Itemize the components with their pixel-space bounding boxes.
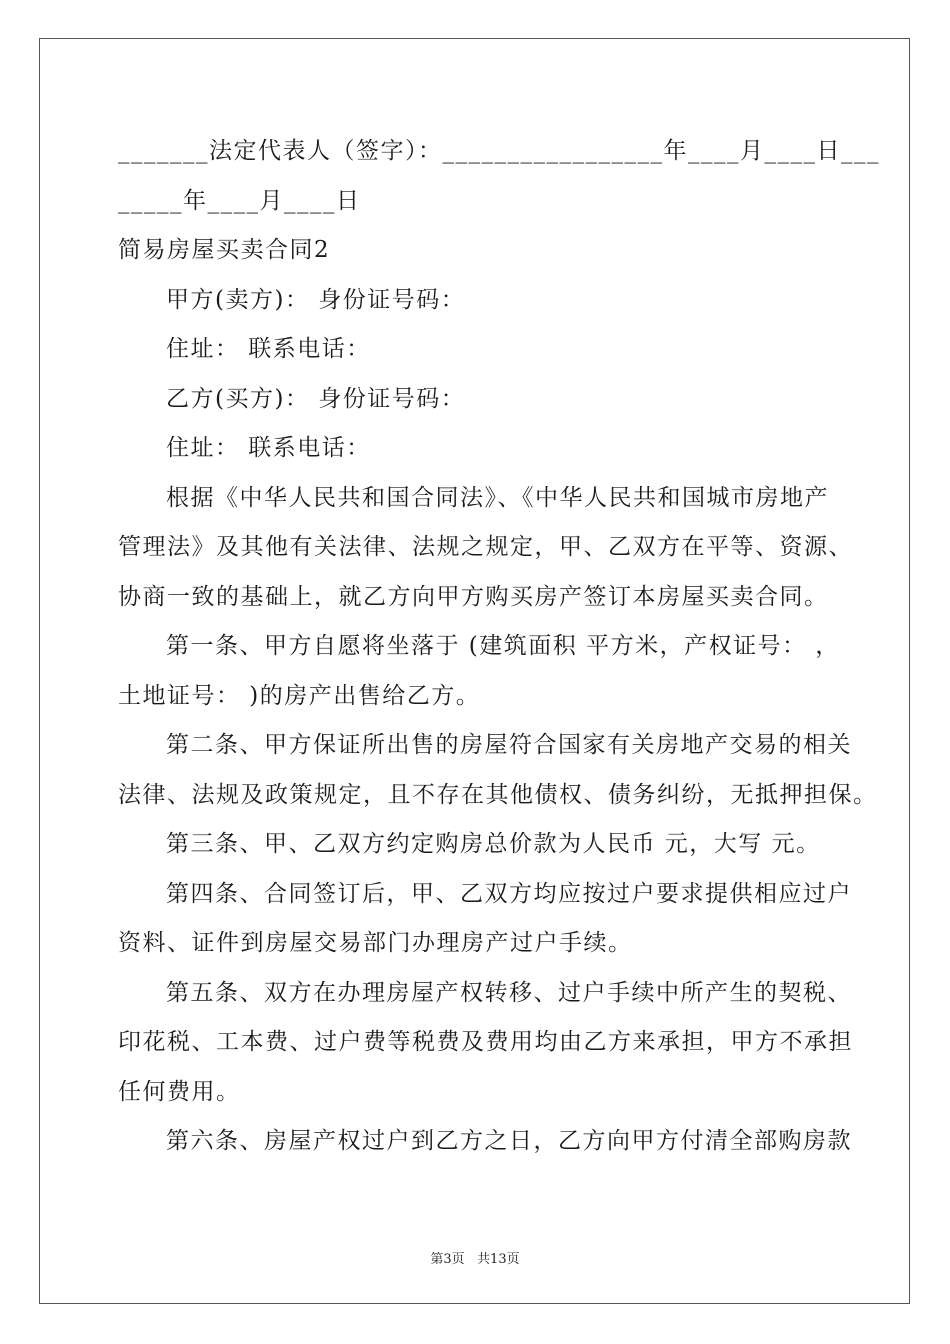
document-body [118, 127, 880, 1167]
article-5-line: 印花税、工本费、过户费等税费及费用均由乙方来承担，甲方不承担 [118, 1029, 853, 1055]
article-1-line: 第一条、甲方自愿将坐落于 (建筑面积 平方米，产权证号： ， [166, 633, 840, 659]
article-2-line: 法律、法规及政策规定，且不存在其他债权、债务纠纷，无抵押担保。 [118, 781, 878, 808]
date-line: _____年____月____日 [118, 187, 361, 214]
article-5-line: 第五条、双方在办理房屋产权转移、过户手续中所产生的契税、 [166, 979, 852, 1006]
preamble-line: 协商一致的基础上，就乙方向甲方购买房产签订本房屋买卖合同。 [118, 583, 829, 610]
article-1-line: 土地证号： )的房产出售给乙方。 [118, 682, 481, 709]
article-5-line: 任何费用。 [118, 1078, 241, 1105]
party-b-line: 乙方(买方)： 身份证号码： [166, 385, 466, 412]
article-6-line: 第六条、房屋产权过户到乙方之日，乙方向甲方付清全部购房款 [166, 1128, 852, 1154]
article-4-line: 资料、证件到房屋交易部门办理房产过户手续。 [118, 930, 633, 956]
preamble-line: 根据《中华人民共和国合同法》、《中华人民共和国城市房地产 [166, 484, 829, 511]
preamble-line: 管理法》及其他有关法律、法规之规定，甲、乙双方在平等、资源、 [118, 534, 853, 560]
page-footer [0, 1248, 950, 1267]
article-3-line: 第三条、甲、乙双方约定购房总价款为人民币 元，大写 元。 [166, 831, 821, 857]
contract-title: 简易房屋买卖合同2 [118, 237, 331, 263]
signature-line: _______法定代表人（签字）：_________________年____月____日___ [118, 138, 880, 164]
party-b-address-line: 住址： 联系电话： [166, 435, 371, 461]
party-a-address-line: 住址： 联系电话： [166, 336, 371, 362]
article-4-line: 第四条、合同签订后，甲、乙双方均应按过户要求提供相应过户 [166, 880, 852, 907]
article-2-line: 第二条、甲方保证所出售的房屋符合国家有关房地产交易的相关 [166, 732, 852, 758]
party-a-line: 甲方(卖方)： 身份证号码： [166, 286, 466, 313]
page-number-label: 第3页 共13页 [430, 1252, 520, 1267]
